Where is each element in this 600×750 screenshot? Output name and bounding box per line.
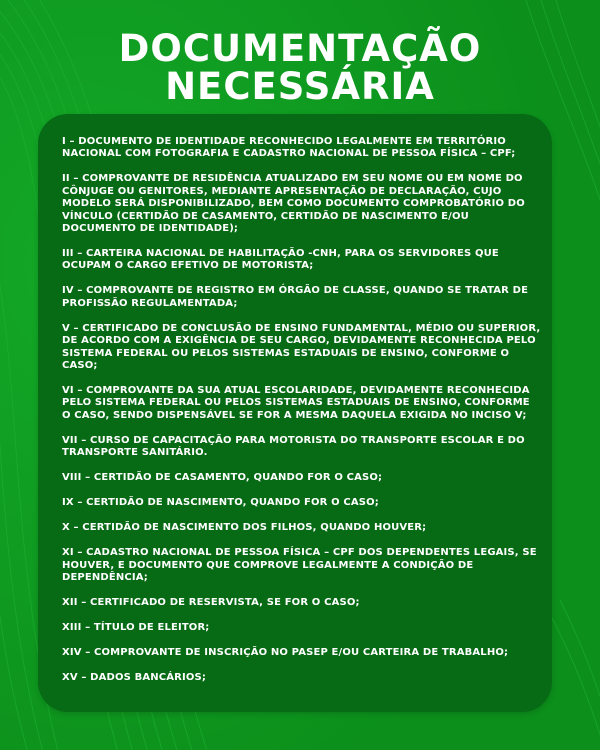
documents-list <box>62 136 542 697</box>
list-item: XI – CADASTRO NACIONAL DE PESSOA FÍSICA – CPF DOS DEPENDENTES LEGAIS, SE HOUVER, E DOCUMENTO QUE COMPROVE LEGALMENTE A CONDIÇÃO DE DEPENDÊNCIA; <box>62 547 537 584</box>
title-line-2: NECESSÁRIA <box>165 65 435 108</box>
page-title <box>0 27 600 108</box>
list-item: XV – DADOS BANCÁRIOS; <box>62 672 207 684</box>
list-item: XIII – TÍTULO DE ELEITOR; <box>62 622 210 634</box>
list-item: IX – CERTIDÃO DE NASCIMENTO, QUANDO FOR O CASO; <box>62 497 379 509</box>
list-item: IV – COMPROVANTE DE REGISTRO EM ÓRGÃO DE CLASSE, QUANDO SE TRATAR DE PROFISSÃO REGULAMENTADA; <box>62 285 529 309</box>
list-item: XIV – COMPROVANTE DE INSCRIÇÃO NO PASEP E/OU CARTEIRA DE TRABALHO; <box>62 647 509 659</box>
list-item: X – CERTIDÃO DE NASCIMENTO DOS FILHOS, QUANDO HOUVER; <box>62 522 427 534</box>
list-item: XII – CERTIFICADO DE RESERVISTA, SE FOR O CASO; <box>62 597 360 609</box>
title-line-1: DOCUMENTAÇÃO <box>118 27 482 70</box>
list-item: V – CERTIFICADO DE CONCLUSÃO DE ENSINO FUNDAMENTAL, MÉDIO OU SUPERIOR, DE ACORDO COM A EXIGÊNCIA DE SEU CARGO, DEVIDAMENTE RECONHECIDA PELO SISTEMA FEDERAL OU PELOS SISTEMAS ESTADUAIS DE ENSINO, CONFORME O CASO; <box>62 322 541 372</box>
list-item: I – DOCUMENTO DE IDENTIDADE RECONHECIDO LEGALMENTE EM TERRITÓRIO NACIONAL COM FOTOGRAFIA E CADASTRO NACIONAL DE PESSOA FÍSICA – CPF; <box>62 136 516 160</box>
list-item: III – CARTEIRA NACIONAL DE HABILITAÇÃO -CNH, PARA OS SERVIDORES QUE OCUPAM O CARGO EFETIVO DE MOTORISTA; <box>62 248 499 272</box>
list-item: II – COMPROVANTE DE RESIDÊNCIA ATUALIZADO EM SEU NOME OU EM NOME DO CÔNJUGE OU GENITORES, MEDIANTE APRESENTAÇÃO DE DECLARAÇÃO, CUJO MODELO SERÁ DISPONIBILIZADO, BEM COMO DOCUMENTO COMPROBATÓRIO DO VÍNCULO (CERTIDÃO DE CASAMENTO, CERTIDÃO DE NASCIMENTO E/OU DOCUMENTO DE IDENTIDADE); <box>62 173 525 235</box>
list-item: VII – CURSO DE CAPACITAÇÃO PARA MOTORISTA DO TRANSPORTE ESCOLAR E DO TRANSPORTE SANITÁRIO. <box>62 434 525 459</box>
list-item: VI – COMPROVANTE DA SUA ATUAL ESCOLARIDADE, DEVIDAMENTE RECONHECIDA PELO SISTEMA FEDERAL OU PELOS SISTEMAS ESTADUAIS DE ENSINO, CONFORME O CASO, SENDO DISPENSÁVEL SE FOR A MESMA DAQUELA EXIGIDA NO INCISO V; <box>62 385 530 421</box>
list-item: VIII – CERTIDÃO DE CASAMENTO, QUANDO FOR O CASO; <box>62 472 383 484</box>
